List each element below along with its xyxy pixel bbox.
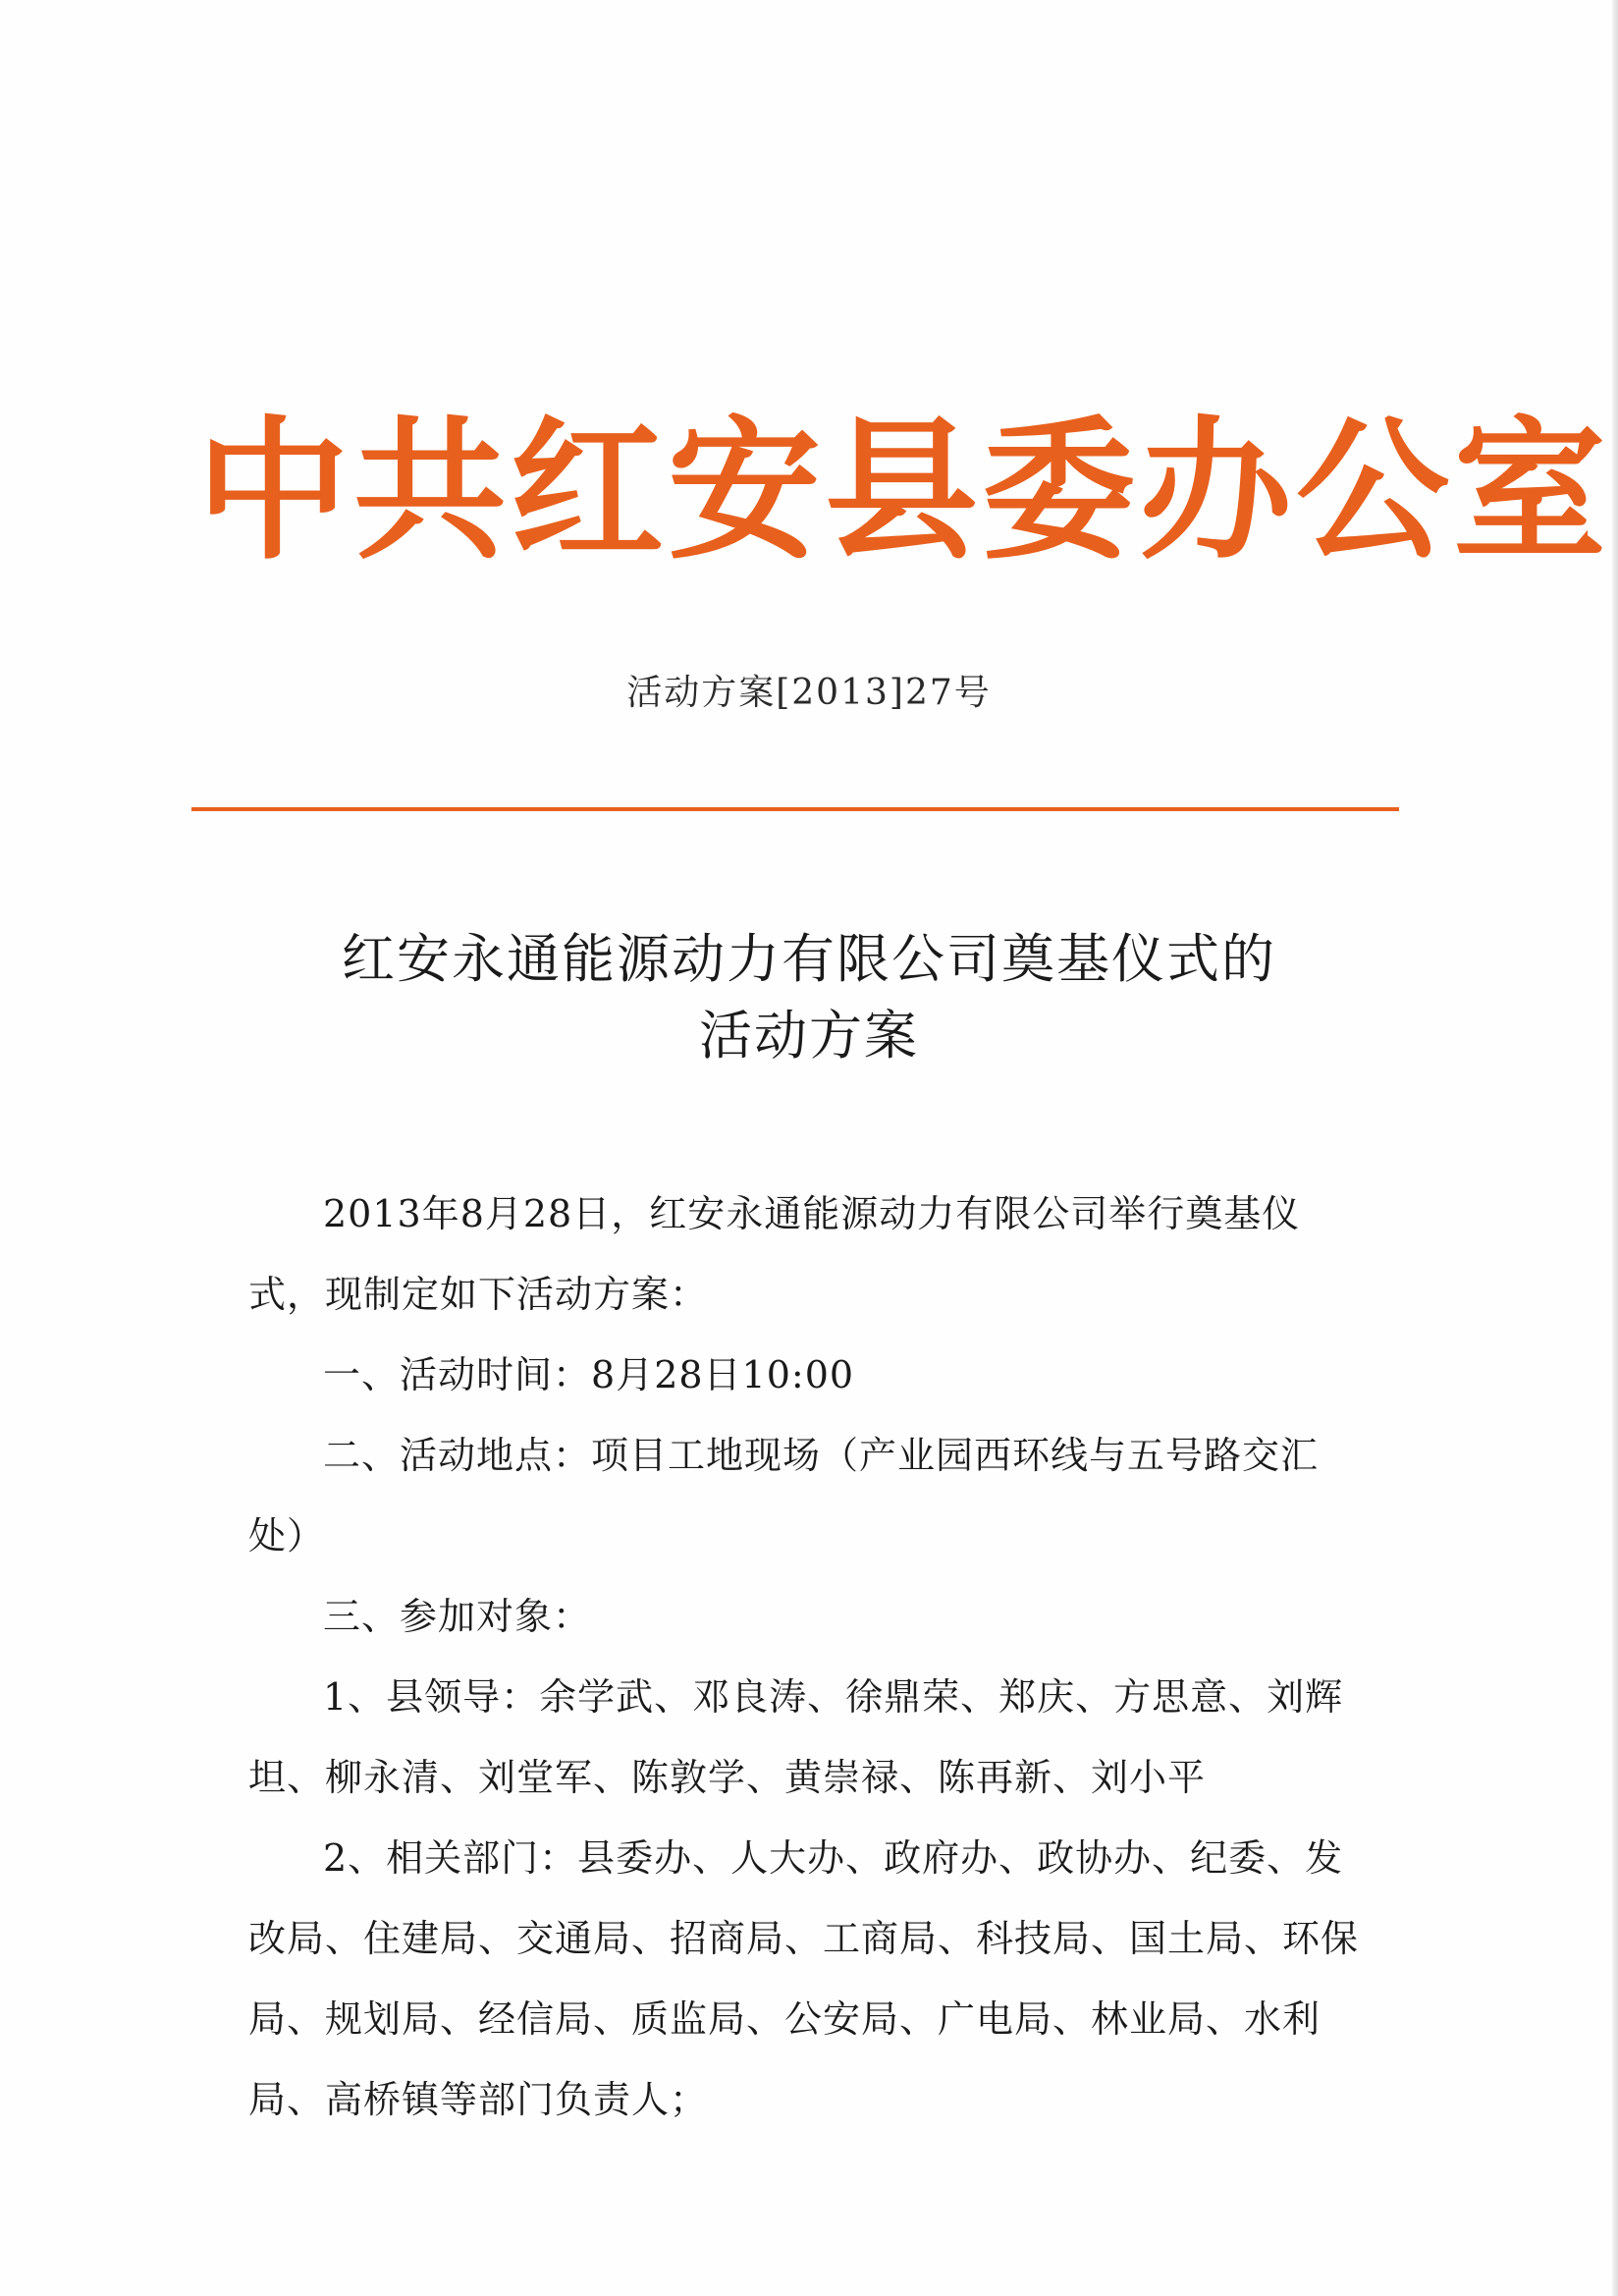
document-title-line-1: 红安永通能源动力有限公司奠基仪式的	[342, 928, 1276, 990]
document-number: 活动方案[2013]27号	[626, 673, 992, 713]
intro-paragraph: 2013年8月28日，红安永通能源动力有限公司举行奠基仪式，现制定如下活动方案：	[248, 1192, 1301, 1316]
section-time-label: 一、活动时间：	[323, 1353, 592, 1396]
document-title-line-2: 活动方案	[699, 1005, 919, 1066]
section-location-label: 二、活动地点：	[323, 1434, 592, 1477]
issuing-organization-title: 中共红安县委办公室	[196, 402, 1610, 580]
section-location	[248, 1415, 1368, 1576]
section-participants	[248, 1576, 1368, 1657]
document-body	[248, 1174, 1368, 2140]
section-time-value: 8月28日10:00	[591, 1353, 855, 1396]
header-divider-line	[191, 807, 1399, 811]
participants-departments: 2、相关部门：县委办、人大办、政府办、政协办、纪委、发改局、住建局、交通局、招商局、工商局、科技局、国土局、环保局、规划局、经信局、质监局、公安局、广电局、林业局、水利局、高桥镇等部门负责人；	[248, 1836, 1360, 2121]
section-participants-label: 三、参加对象：	[323, 1595, 592, 1638]
section-time	[248, 1335, 1368, 1415]
page-edge-shadow	[1612, 0, 1618, 2296]
participants-county-leaders: 1、县领导：余学武、邓良涛、徐鼎荣、郑庆、方思意、刘辉坦、柳永清、刘堂军、陈敦学、黄崇禄、陈再新、刘小平	[248, 1675, 1344, 1799]
document-title	[0, 921, 1618, 1074]
section-location-value: 项目工地现场（产业园西环线与五号路交汇处）	[248, 1434, 1320, 1558]
